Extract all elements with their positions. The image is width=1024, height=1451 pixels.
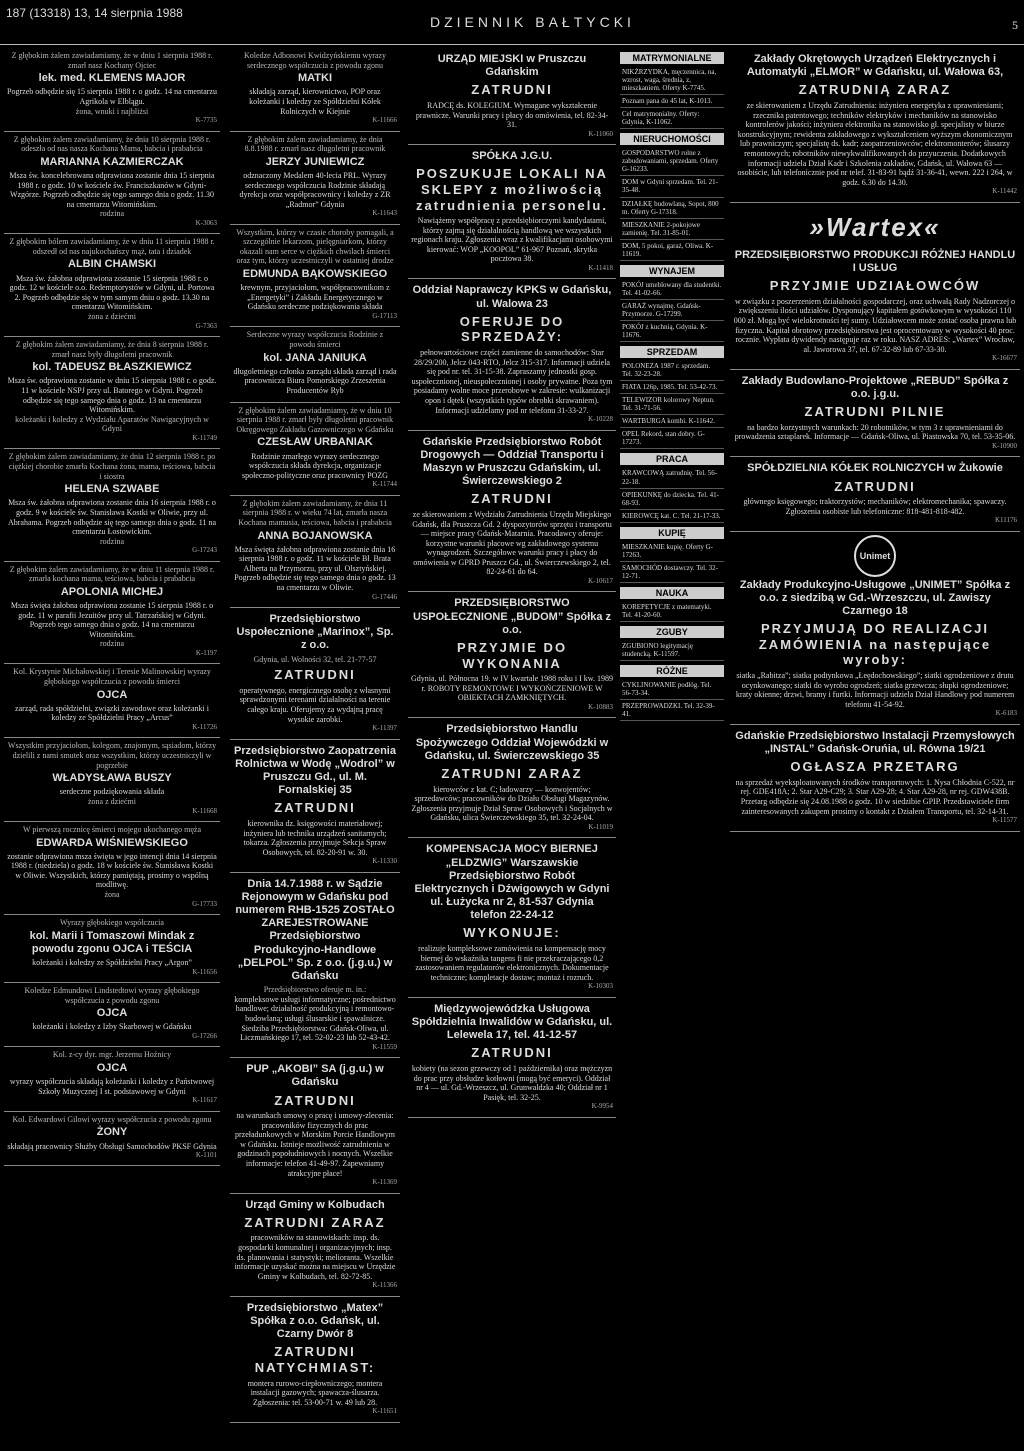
notice-signature: żona z dziećmi <box>88 796 136 806</box>
notice-body: koleżanki i koledzy ze Spółdzielni Pracy „Argon” <box>32 958 192 968</box>
notice-headline: PRZYJMIE UDZIAŁOWCÓW <box>769 278 981 294</box>
notice-ref: K-11019 <box>588 822 613 831</box>
ad-notice <box>4 1047 220 1111</box>
notice-name: Przedsiębiorstwo Zaopatrzenia Rolnictwa w Wodę „Wodrol” w Pruszczu Gd., ul. M. Fornalskiej 35 <box>234 744 396 797</box>
notice-name: JERZY JUNIEWICZ <box>265 155 365 168</box>
classified-item: Poznam pana do 45 lat, K-1013. <box>620 95 724 108</box>
notice-body: na bardzo korzystnych warunkach: 20 robotników, w tym 3 z uprawnieniami do prowadzenia sztaplarek. Informacje — Gdańsk-Oliwa, ul. Piastowska 70, tel. 53-35-06. <box>734 422 1016 442</box>
notice-headline: OGŁASZA PRZETARG <box>790 759 960 775</box>
notice-ref: K-3063 <box>195 218 217 227</box>
notice-name: APOLONIA MICHEJ <box>60 585 164 598</box>
classified-item: DOM w Gdyni sprzedam. Tel. 21-35-48. <box>620 176 724 197</box>
notice-ref: K-11651 <box>372 1407 397 1416</box>
notice-name: MARIANNA KAZMIERCZAK <box>40 155 184 168</box>
notice-headline: ZATRUDNI <box>471 491 553 507</box>
notice-signature: koleżanki i koledzy z Wydziału Aparatów Nawigacyjnych w Gdyni <box>15 414 209 434</box>
notice-name: OJCA <box>96 1061 128 1074</box>
ad-notice <box>730 48 1020 203</box>
classified-item: KIEROWCĘ kat. C. Tel. 21-17-33. <box>620 510 724 523</box>
ad-notice <box>230 1194 400 1297</box>
ad-notice <box>4 664 220 738</box>
notice-ref: K-11656 <box>192 967 217 976</box>
notice-intro: Z głębokim żalem zawiadamiamy, że dnia 8.8.1988 r. zmarł nasz długoletni pracownik <box>244 134 386 154</box>
notice-body: zostanie odprawiona msza święta w jego intencji dnia 14 sierpnia 1988 r. (niedziela) o godz. 18 w kościele św. Stanisława Kostki w Oliwie. Wszystkich, którzy pamiętają, prosimy o wspólną modlitwę. <box>7 851 217 890</box>
notice-body: Pogrzeb odbędzie się 15 sierpnia 1988 r. o godz. 14 na cmentarzu Agrikola w Elblągu. <box>7 87 217 106</box>
notice-signature: rodzina <box>100 536 124 546</box>
notice-ref: K-11330 <box>372 857 397 866</box>
ad-notice <box>230 132 400 225</box>
notice-ref: G-17243 <box>192 546 217 555</box>
ad-notice <box>408 838 616 997</box>
notice-headline: ZATRUDNI NATYCHMIAST: <box>254 1344 376 1375</box>
ad-notice <box>730 725 1020 832</box>
notice-ref: K-11366 <box>372 1281 397 1290</box>
ad-notice <box>408 998 616 1118</box>
ad-notice <box>4 132 220 235</box>
notice-ref: K-11060 <box>588 129 613 138</box>
ad-notice <box>4 48 220 132</box>
company-logo: »Wartex« <box>809 211 941 242</box>
notice-name: Dnia 14.7.1988 r. w Sądzie Rejonowym w Gdańsku pod numerem RHB-1525 ZOSTAŁO ZAREJESTROWANE Przedsiębiorstwo Produkcyjno-Handlowe „DELPOL” Sp. z o.o. (j.g.u.) w Gdańsku <box>235 877 395 982</box>
notice-name: OJCA <box>96 1007 128 1020</box>
notice-body: w związku z poszerzeniem działalności gospodarczej, oraz uchwałą Rady Nadzorczej o zwiększeniu ilości udziałów. Dysponujący kapitałem gotówkowym w wysokości 110 000 zł. Mogą być wielokrotności tej sumy. Udziałowcem może zostać osoba prawna lub fizyczna. Kapitał obrotowy przedsiębiorstwa jest oprocentowany w wysokości 40 proc. rocznie. Wypłata dywidendy następuje raz w roku. NASZ ADRES: „Wartex” Wrocław, al. Jaworowa 37, tel. 67-32-89 lub 67-33-30. <box>733 296 1017 354</box>
notice-body: kierowców z kat. C; ładowarzy — konwojentów; sprzedawców; pracowników do Działu Obsługi Magazynów. Zgłoszenia przyjmuje Dział Spraw Osobowych i Socjalnych w Gdańsku, ulica Świerczewskiego 35, tel. 32-24-04. <box>411 784 613 823</box>
notice-subtitle: Gdynia, ul. Wolności 32, tel. 21-77-57 <box>253 654 377 664</box>
notice-ref: K-11442 <box>992 187 1017 196</box>
notice-body: siatka „Rabitza”; siatka podtynkowa „Łeędochowskiego”; siatki ogrodzeniowe z drutu ocynkowanego; siatki do wyrobu ogrodzeń; siatka grzewcza; słupki ogrodzeniowe; kraty okienne; drzwi, bramy i furtki. Informacji udziela Dział Handlowy pod numerem telefonu 41-54-92. <box>735 671 1015 709</box>
notice-body: koleżanki i koledzy z Izby Skarbowej w Gdańsku <box>32 1022 192 1032</box>
notice-body: na sprzedaż wyeksploatowanych środków transportowych: 1. Nysa Chłodnia C-522, nr rej. GDE418A; 2. Star A29-C29; 3. Star A29-28; 4. Star A29-28, nr rej. GDW438B. Przetarg odbędzie się 24.08.1988 o godz. 10 w siedzibie GPIP. Przedstawiciele firm zainteresowanych zakupem prosimy o kontakt z Działem Transportu, tel. 32-14-31. <box>735 777 1015 816</box>
classified-item: KOREPETYCJE z matematyki. Tel. 41-20-60. <box>620 601 724 622</box>
ad-notice <box>230 225 400 328</box>
classified-item: DZIAŁKĘ budowlaną, Sopot, 800 m. Oferty G-17318. <box>620 198 724 219</box>
notice-ref: K-11397 <box>372 724 397 733</box>
notice-ref: K-11668 <box>192 806 217 815</box>
notice-headline: ZATRUDNI <box>274 1092 356 1108</box>
notice-name: EDMUNDA BĄKOWSKIEGO <box>242 268 388 281</box>
notice-intro: Kol. Edwardowi Gilowi wyrazy współczucia z powodu zgonu <box>12 1114 212 1124</box>
notice-intro: Serdeczne wyrazy współczucia Rodzinie z powodu śmierci <box>246 330 384 350</box>
ad-notice <box>4 562 220 665</box>
notice-body: krewnym, przyjaciołom, współpracownikom z „Energetyki” i Zakładu Energetycznego w Gdańsku serdeczne podziękowania składa <box>240 283 390 312</box>
notice-intro: Z głębokim żalem zawiadamiamy, że dnia 8 sierpnia 1988 r. zmarł nasz były długoletni pracownik <box>15 340 209 359</box>
ad-notice <box>4 1112 220 1167</box>
ad-notice <box>4 449 220 561</box>
ad-notice <box>4 822 220 915</box>
notice-body: kierownika dz. księgowości materiałowej; inżyniera lub technika urządzeń sanitarnych; tokarza. Zgłoszenia przyjmuje Sekcja Spraw Osobowych, tel. 82-20-91 w. 30. <box>243 818 387 857</box>
notice-body: Msza św. koncelebrowana odprawiona zostanie dnia 15 sierpnia 1988 r. o godz. 10 w kościele św. Franciszkanów w Gdyni-Wzgórze. Pogrzeb odbędzie się tego samego dnia o godz. 11.30 na cmentarzu Witomińskim. <box>9 170 215 209</box>
notice-name: Międzywojewódzka Usługowa Spółdzielnia Inwalidów w Gdańsku, ul. Lelewela 17, tel. 41-12-57 <box>411 1002 613 1042</box>
notice-name: PUP „AKOBI” SA (j.g.u.) w Gdańsku <box>246 1063 384 1089</box>
classified-item: NIKŻRZYDKA, męczennica, na, wzrost, waga, średnia, z, mieszkaniem. Oferty K-7745. <box>620 66 724 95</box>
notice-intro: Z głębokim żalem zawiadamiamy, że dnia 10 sierpnia 1988 r. odeszła od nas nasza Kochana Mama, babcia i prababcia <box>13 134 211 154</box>
notice-body: montera rurowo-ciepłowniczego; montera instalacji gazowych; spawacza-ślusarza. Zgłoszenia: tel. 53-00-71 w. 49 lub 28. <box>247 1378 383 1407</box>
ad-notice <box>230 1297 400 1423</box>
company-logo: Unimet <box>854 535 896 577</box>
ad-notice <box>408 145 616 279</box>
ad-notice <box>408 718 616 838</box>
classified-section-head: NIERUCHOMOŚCI <box>620 133 724 145</box>
notice-signature: rodzina <box>100 209 124 219</box>
notice-name: kol. Marii i Tomaszowi Mindak z powodu zgonu OJCA i TEŚCIA <box>29 929 195 955</box>
notice-name: KOMPENSACJA MOCY BIERNEJ „ELDZWIG” Warszawskie Przedsiębiorstwo Robót Elektrycznych i Dźwigowych w Gdyni ul. Łużycka nr 2, 81-537 Gdynia telefon 22-24-12 <box>414 843 610 922</box>
notice-headline: POSZUKUJE LOKALI NA SKLEPY z możliwością zatrudnienia personelu. <box>416 166 608 213</box>
notice-intro: Z głębokim żalem zawiadamiamy, że w dniu 10 sierpnia 1988 r. zmarł były długoletni pracownik Okręgowego Zakładu Gazowniczego w Gdańsku <box>236 405 394 434</box>
notice-signature: żona z dziećmi <box>88 312 136 322</box>
notice-ref: K-11643 <box>372 209 397 218</box>
notice-body: długoletniego członka zarządu składa zarząd i rada pracownicza Biura Pomorskiego Zrzeszenia Producentów Ryb <box>233 366 397 395</box>
classified-section-head: RÓŻNE <box>620 665 724 677</box>
notice-ref: G-7363 <box>195 321 217 330</box>
notice-headline: WYKONUJE: <box>463 925 561 941</box>
ad-notice <box>4 738 220 822</box>
notice-body: RADCĘ ds. KOLEGIUM. Wymagane wykształcenie prawnicze. Warunki pracy i płacy do omówienia, tel. 82-34-31. <box>415 100 609 130</box>
notice-body: ze skierowaniem z Urzędu Zatrudnienia: inżyniera energetyka z uprawnieniami; rzecznika patentowego; techników elektryków i mechaników na stanowisko kontrolerów jakości; inżyniera elektronika na stanowisko gł. specjalisty w biurze konstrukcyjnym; rewidenta zakładowego z wykształceniem wyższym ekonomicznym lub prawniczym; specjalistę ds. kadr; zaopatrzeniowców; elektromonterów; ślusarzy remontowych; robotników niewykwalifikowanych do przyuczenia. Dodatkowych informacji udziela Dział Kadr i Szkolenia zakładów, Gdańsk, ul. Wałowa 63 — osobiście, lub telefonicznie pod nr telef. 31-83-91 bądź 31-36-41, wewn. 222 i 264, w godz. 6.30 do 14.30. <box>737 100 1013 187</box>
notice-ref: G-17113 <box>372 312 397 321</box>
classified-section-head: KUPIĘ <box>620 527 724 539</box>
notice-ref: K-10228 <box>588 415 613 424</box>
notice-body: Msza święta żałobna odprawiona zostanie dnia 16 sierpnia 1988 r. o godz. 11 w kościele Bł. Brata Alberta na Przymorzu, przy ul. Olsztyńskiej. Pogrzeb odbędzie się tego samego dnia o godz. 13 na cmentarzu w Oliwie. <box>234 544 396 593</box>
notice-name: kol. JANA JANIUKA <box>263 351 367 364</box>
classified-item: TELEWIZOR kolorowy Neptun. Tel. 31-71-56. <box>620 394 724 415</box>
ad-notice <box>730 532 1020 725</box>
notice-name: HELENA SZWABE <box>64 483 160 496</box>
notice-ref: K-11577 <box>992 816 1017 825</box>
classified-item: CYKLINOWANIE podłóg. Tel. 56-73-34. <box>620 679 724 700</box>
notice-body: pełnowartościowe części zamienne do samochodów: Star 28/29/200, Jelcz 043-RTO, Jelcz 315-317. Informacji udziela się pod nr. tel. 31-15-38. Zapraszamy jednostki gosp. uspołecznionej, nieuspołecznionej i osoby prywatne. Poza tym posiadamy wolne moce przerobowe w zakresie: wulkanizacji opon i dętek (wszystkich typów obrobki skrawaniem). Informacji udzielamy pod nr telefonu 31-33-27. <box>411 348 613 415</box>
classified-item: POLONEZA 1987 r. sprzedam. Tel. 32-23-28. <box>620 360 724 381</box>
notice-headline: ZATRUDNI ZARAZ <box>244 1214 386 1230</box>
ad-notice <box>730 457 1020 531</box>
notice-body: pracowników na stanowiskach: insp. ds. gospodarki komunalnej i organizacyjnych; insp. ds. planowania i statystyki; melioranta. Wszelkie informacje uzyskać można na miejscu w Urzędzie Gminy w Kolbudach, tel. 82-72-85. <box>234 1233 396 1281</box>
notice-name: URZĄD MIEJSKI w Pruszczu Gdańskim <box>437 53 587 79</box>
page-number: 5 <box>1012 18 1018 32</box>
ad-notice <box>408 279 616 430</box>
notice-intro: Wyrazy głębokiego współczucia <box>60 918 164 928</box>
notice-intro: Wszystkim przyjaciołom, kolegom, znajomym, sąsiadom, którzy dzielili z nami smutek oraz wszystkim, którzy uczestniczyli w pogrzebie <box>7 741 217 770</box>
notice-body: Nawiążemy współpracę z przedsiębiorczymi kandydatami, którzy zajmą się działalnością handlową we wszystkich regionach kraju. Zgłoszenia wraz z kwalifikacjami osobowymi kierować: WOP „KOOPOL” 61-967 Poznań, skrytka pocztowa 38. <box>411 216 613 264</box>
notice-intro: Z głębokim żalem zawiadamiamy, że w dniu 11 sierpnia 1988 r. zmarła kochana mama, teściowa, babcia i prababcia <box>9 564 215 584</box>
classified-item: ZGUBIONO legitymację studencką. K-11597. <box>620 640 724 661</box>
newspaper-title: DZIENNIK BAŁTYCKI <box>430 14 635 30</box>
notice-name: Zakłady Okrętowych Urządzeń Elektrycznych i Automatyki „ELMOR” w Gdańsku, ul. Wałowa 63, <box>746 53 1004 79</box>
notice-name: Zakłady Produkcyjno-Usługowe „UNIMET” Spółka z o.o. z siedzibą w Gd.-Wrzeszczu, ul. Zawiszy Czarnego 18 <box>739 578 1011 618</box>
notice-subtitle: Przedsiębiorstwo oferuje m. in.: <box>263 985 367 995</box>
notice-name: PRZEDSIĘBIORSTWO PRODUKCJI RÓŻNEJ HANDLU I USŁUG <box>734 248 1016 275</box>
notice-name: Gdańskie Przedsiębiorstwo Instalacji Przemysłowych „INSTAL” Gdańsk-Oruńia, ul. Równa 19/21 <box>735 729 1015 756</box>
notice-intro: Z głębokim bólem zawiadamiamy, że w dniu 11 sierpnia 1988 r. odszedł od nas najukochańszy mąż, tata i dziadek <box>9 237 215 256</box>
notice-ref: K-11749 <box>192 433 217 442</box>
notice-signature: żona <box>104 890 120 900</box>
notice-ref: K-11559 <box>372 1042 397 1051</box>
notice-ref: K-16677 <box>992 354 1017 363</box>
notice-ref: K-11617 <box>192 1096 217 1105</box>
notice-body: Rodzinie zmarłego wyrazy serdecznego współczucia składa dyrekcja, organizacje społeczno-polityczne oraz pracownicy POZG <box>242 451 388 480</box>
notice-intro: Z głębokim żalem zawiadamiamy, że dnia 11 sierpnia 1988 r. w wieku 74 lat, zmarła nasza Kochana mamusia, teściowa, babcia i prababcia <box>238 498 392 527</box>
notice-body: Msza św. żałobna odprawiona zostanie 15 sierpnia 1988 r. o godz. 12 w kościele o.o. Redemptorystów w Gdyni, ul. Portowa 2. Pogrzeb odbędzie się w tym samym dniu o godz. 13.30 na cmentarzu Witomińskim. <box>9 273 215 312</box>
classified-section-head: PRACA <box>620 453 724 465</box>
classified-section-head: NAUKA <box>620 587 724 599</box>
ad-notice <box>408 431 616 593</box>
notice-ref: K-9954 <box>591 1102 613 1111</box>
notice-signature: rodzina <box>100 639 124 649</box>
notice-headline: ZATRUDNI <box>834 478 916 494</box>
notice-ref: K-10617 <box>588 577 613 586</box>
notice-body: składają zarząd, kierownictwo, POP oraz koleżanki i koledzy ze Spółdzielni Kółek Rolniczych w Kiejnie <box>249 87 381 116</box>
ad-notice <box>408 48 616 145</box>
classified-item: WARTBURGA kombi. K-11642. <box>620 415 724 428</box>
notice-ref: K-11369 <box>372 1178 397 1187</box>
notice-ref: K-10303 <box>588 982 613 991</box>
column-obituaries <box>4 48 220 1447</box>
notice-name: CZESŁAW URBANIAK <box>257 436 373 449</box>
notice-name: Przedsiębiorstwo Uspołecznione „Marinox”, Sp. z o.o. <box>236 613 394 652</box>
notice-name: Zakłady Budowlano-Projektowe „REBUD” Spółka z o.o. j.g.u. <box>741 374 1009 400</box>
notice-name: ANNA BOJANOWSKA <box>257 529 373 542</box>
column-obituaries-and-ads <box>230 48 400 1447</box>
notice-name: kol. TADEUSZ BŁASZKIEWICZ <box>32 361 192 374</box>
notice-headline: ZATRUDNI <box>471 1045 553 1061</box>
notice-intro: Wszystkim, którzy w czasie choroby pomagali, a szczególnie lekarzom, pielęgniarkom, którzy okazali nam serce w ciężkich chwilach śmierci oraz tym, którzy uczestniczyli w ostatniej drodze <box>236 227 394 266</box>
notice-headline: ZATRUDNI ZARAZ <box>441 765 583 781</box>
notice-intro: Z głębokim żalem zawiadamiamy, że dnia 12 sierpnia 1988 r. po ciężkiej chorobie zmarła Kochana żona, mama, teściowa, babcia i siostra <box>8 452 216 481</box>
ad-notice <box>230 873 400 1058</box>
notice-intro: Koledze Edmundowi Lindstedtowi wyrazy głębokiego współczucia z powodu zgonu <box>24 986 200 1005</box>
notice-body: realizuje kompleksowe zamówienia na kompensację mocy biernej do wskaźnika tangens fi nie przekraczającego 0,2 zastosowaniem regulatorów elektronicznych. Dokumentacje techniczne; kompletacje dostaw; montaż i rozruch. <box>415 944 609 982</box>
ad-notice <box>4 337 220 449</box>
notice-body: zarząd, rada spółdzielni, związki zawodowe oraz koleżanki i koledzy ze Spółdzielni Pracy „Arcus” <box>15 703 209 723</box>
classified-item: OPIEKUNKĘ do dziecka. Tel. 41-68-93. <box>620 489 724 510</box>
classified-item: MIESZKANIE kupię. Oferty G-17263. <box>620 541 724 562</box>
notice-headline: ZATRUDNI PILNIE <box>804 404 946 420</box>
notice-ref: K-11666 <box>372 116 397 125</box>
notice-body: serdeczne podziękowania składa <box>59 787 165 797</box>
notice-headline: ZATRUDNIĄ ZARAZ <box>798 82 952 98</box>
classified-section-head: WYNAJEM <box>620 265 724 277</box>
notice-name: Przedsiębiorstwo Handlu Spożywczego Oddział Wojewódzki w Gdańsku, ul. Świerczewskiego 35 <box>415 723 609 762</box>
notice-body: wyrazy współczucia składają koleżanki i koledzy z Państwowej Szkoły Muzycznej I st. podstawowej w Gdyni <box>9 1077 215 1096</box>
notice-intro: Kol. Krystynie Michałowskiej i Teresie Malinowskiej wyrazy głębokiego współczucia z powodu śmierci <box>13 667 211 686</box>
notice-ref: K-7735 <box>195 116 217 125</box>
ad-notice <box>730 203 1020 370</box>
classified-item: FIATA 126p, 1985. Tel. 53-42-73. <box>620 381 724 394</box>
notice-headline: OFERUJE DO SPRZEDAŻY: <box>459 313 565 345</box>
notice-name: MATKI <box>297 72 332 85</box>
classified-item: DOM, 5 pokoi, garaż, Oliwa. K-11619. <box>620 240 724 261</box>
classified-item: Cel matrymonialny. Oferty: Gdynia, K-11062. <box>620 108 724 129</box>
notice-ref: K-11726 <box>192 722 217 731</box>
page-header <box>0 0 1024 45</box>
classified-item: KRAWCOWĄ zatrudnię. Tel. 56-22-18. <box>620 467 724 488</box>
classified-item: GARAŻ wynajmę. Gdańsk-Przymorze. G-17299. <box>620 300 724 321</box>
ad-notice <box>230 48 400 132</box>
notice-body: ze skierowaniem z Wydziału Zatrudnienia Urzędu Miejskiego Gdańsk, dla Pruszcza Gd. 2 dyspozytorów sprzętu i transportu — miejsce pracy Gdańsk-Matarnia. Pracodawcy oferuje: korzystne warunki płacowe wg zakładowego systemu wynagrodzeń. Szczegółowe warunki pracy i płacy do omówienia w GPRD Pruszcz Gd., ul. Świerczewskiego 2, tel. 82-24-61 do 64. <box>412 509 612 577</box>
notice-ref: K-10900 <box>992 441 1017 450</box>
notice-headline: ZATRUDNI <box>274 800 356 816</box>
ad-notice <box>230 496 400 608</box>
notice-body: odznaczony Medalem 40-lecia PRL. Wyrazy serdecznego współczucia Rodzinie składają dyrekcja oraz współpracownicy i koledzy z ZR „Radmor” Gdynia <box>239 170 391 209</box>
notice-body: kompleksowe usługi informatyczne; pośrednictwo handlowe; działalność produkcyjną i remontowo-budowlaną; usługi ślusarskie i spawalnicze. Siedziba Przedsiębiorstwa: Gdańsk-Oliwa, ul. Liczmańskiego 17, tel. 52-02-23 lub 52-43-42. <box>234 994 396 1043</box>
notice-body: składają pracownicy Służby Obsługi Samochodów PKSF Gdynia <box>7 1141 217 1151</box>
notice-name: Urząd Gminy w Kolbudach <box>245 1198 385 1211</box>
ad-notice <box>730 370 1020 458</box>
classified-section-head: ZGUBY <box>620 626 724 638</box>
notice-name: WŁADYSŁAWA BUSZY <box>52 772 172 785</box>
notice-body: Msza święta żałobna odprawiona zostanie 15 sierpnia 1988 r. o godz. 11 w parafii Jezuitów przy ul. Tatrzańskiej w Gdyni. Pogrzeb tego samego dnia o godz. 14 na cmentarzu Witomińskim. <box>10 601 214 639</box>
notice-name: Przedsiębiorstwo „Matex” Spółka z o.o. Gdańsk, ul. Czarny Dwór 8 <box>246 1301 384 1341</box>
notice-intro: Koledze Adbonowi Kwidzyńskiemu wyrazy serdecznego współczucia z powodu zgonu <box>244 51 386 70</box>
ad-notice <box>4 915 220 983</box>
notice-body: kobiety (na sezon grzewczy od 1 października) oraz mężczyzn do prac przy obsłudze kotłowni (mogą być emeryci). Oddział nr 4 — ul. Gd.-Wrzeszcz, ul. Grunwaldzka 40; Oddział nr 1 Pasięk, tel. 32-25. <box>411 1063 613 1102</box>
issue-info: 187 (13318) 13, 14 sierpnia 1988 <box>6 6 183 20</box>
column-classifieds <box>620 48 724 1447</box>
notice-name: OJCA <box>96 688 128 701</box>
ad-notice <box>408 592 616 718</box>
classified-item: OPEL Rekord, stan dobry. G-17273. <box>620 428 724 449</box>
notice-body: Msza św. żałobna odprawiona zostanie dnia 16 sierpnia 1988 r. o godz. 9 w kościele św. Stanisława Kostki w Oliwie, przy ul. Abrahama. Pogrzeb odbędzie się tego samego dnia o godz. 11 na cmentarzu Łostowickim. <box>7 498 217 537</box>
ad-notice <box>230 403 400 496</box>
column-job-ads <box>408 48 616 1447</box>
notice-ref: G-17733 <box>192 899 217 908</box>
ad-notice <box>230 327 400 402</box>
classified-item: GOSPODARSTWO rolne z zabudowaniami, sprzedam. Oferty G-16233. <box>620 147 724 176</box>
ad-notice <box>4 234 220 337</box>
classified-item: SAMOCHÓD dostawczy. Tel. 32-12-71. <box>620 562 724 583</box>
notice-ref: G-17266 <box>192 1031 217 1040</box>
notice-ref: K-1197 <box>195 649 217 658</box>
notice-name: EDWARDA WIŚNIEWSKIEGO <box>36 836 188 849</box>
notice-body: głównego księgowego; traktorzystów; mechaników; elektromechanika; spawaczy. Zgłoszenia osobiste lub telefoniczne: 818-481-818-482. <box>743 497 1007 516</box>
notice-name: ŻONY <box>96 1126 128 1139</box>
notice-intro: W pierwszą rocznicę śmierci mojego ukochanego męża <box>23 824 201 834</box>
notice-name: SPÓŁKA J.G.U. <box>471 150 553 163</box>
notice-name: PRZEDSIĘBIORSTWO USPOŁECZNIONE „BUDOM” Spółka z o.o. <box>412 597 612 636</box>
notice-ref: K-11744 <box>372 480 397 489</box>
notice-signature: żona, wnuki i najbliżsi <box>75 106 149 116</box>
ad-notice <box>230 608 400 740</box>
column-company-ads <box>730 48 1020 1447</box>
notice-headline: PRZYJMIE DO WYKONANIA <box>456 640 568 671</box>
notice-name: SPÓŁDZIELNIA KÓŁEK ROLNICZYCH w Żukowie <box>747 462 1003 475</box>
notice-body: Gdynia, ul. Północna 19. w IV kwartale 1988 roku i I kw. 1989 r. ROBOTY REMONTOWE I WYKOŃCZENIOWE W OBIEKTACH ZAMKNIĘTYCH. <box>411 674 613 703</box>
notice-headline: ZATRUDNI <box>274 667 356 683</box>
classified-section-head: MATRYMONIALNE <box>620 52 724 64</box>
classified-item: MIESZKANIE 2-pokojowe zamienię. Tel. 31-85-01. <box>620 219 724 240</box>
ad-notice <box>230 1058 400 1194</box>
notice-name: Oddział Naprawczy KPKS w Gdańsku, ul. Walowa 23 <box>412 284 612 310</box>
notice-name: Gdańskie Przedsiębiorstwo Robót Drogowych — Oddział Transportu i Maszyn w Pruszczu Gdańskim, ul. Świerczewskiego 2 <box>420 435 604 488</box>
notice-headline: ZATRUDNI <box>471 82 553 98</box>
notice-intro: Z głębokim żalem zawiadamiamy, że w dniu 1 sierpnia 1988 r. zmarł nasz Kochany Ojciec <box>11 51 213 70</box>
notice-headline: PRZYJMUJĄ DO REALIZACJI ZAMÓWIENIA na następujące wyroby: <box>758 621 992 668</box>
notice-body: na warunkach umowy o pracę i umowy-zlecenia: pracowników fizycznych do prac przeładunkowych w Morskim Porcie Handlowym w Gdańsku. Istnieje możliwość zatrudnienia w godzinach popołudniowych i nocnych. Wszelkie informacje: telefon 41-49-97. Zapewniamy atrakcyjne płace! <box>235 1111 395 1178</box>
notice-body: operatywnego, energicznego osobę z własnymi sprawdzonymi terenami działalności na terenie całego kraju. Oferujemy za wydajną pracę wysokie zarobki. <box>239 685 391 724</box>
notice-name: ALBIN CHAMSKI <box>68 258 156 271</box>
notice-name: lek. med. KLEMENS MAJOR <box>38 72 186 85</box>
classified-item: PRZEPROWADZKI. Tel. 32-39-41. <box>620 700 724 721</box>
notice-ref: K-11418 <box>588 264 613 273</box>
notice-intro: Kol. z-cy dyr. mgr. Jerzemu Hoźnicy <box>52 1050 172 1060</box>
notice-ref: K-6183 <box>995 709 1017 718</box>
notice-ref: K-1101 <box>195 1151 217 1160</box>
classified-item: POKÓJ z kuchnią, Gdynia. K-11676. <box>620 321 724 342</box>
ad-notice <box>4 983 220 1047</box>
classified-section-head: SPRZEDAM <box>620 346 724 358</box>
notice-ref: K11176 <box>994 516 1017 525</box>
notice-ref: G-17446 <box>372 592 397 601</box>
notice-body: Msza św. odprawiona zostanie w dniu 15 sierpnia 1988 r. o godz. 11 w kościele NSPJ przy ul. Batorego w Gdyni. Pogrzeb odbędzie się tego samego dnia o godz. 13 na cmentarzu Witomińskim. <box>7 376 217 415</box>
notice-ref: K-10883 <box>588 703 613 711</box>
classified-item: POKÓJ umeblowany dla studentki. Tel. 41-02-66. <box>620 279 724 300</box>
ad-notice <box>230 740 400 873</box>
